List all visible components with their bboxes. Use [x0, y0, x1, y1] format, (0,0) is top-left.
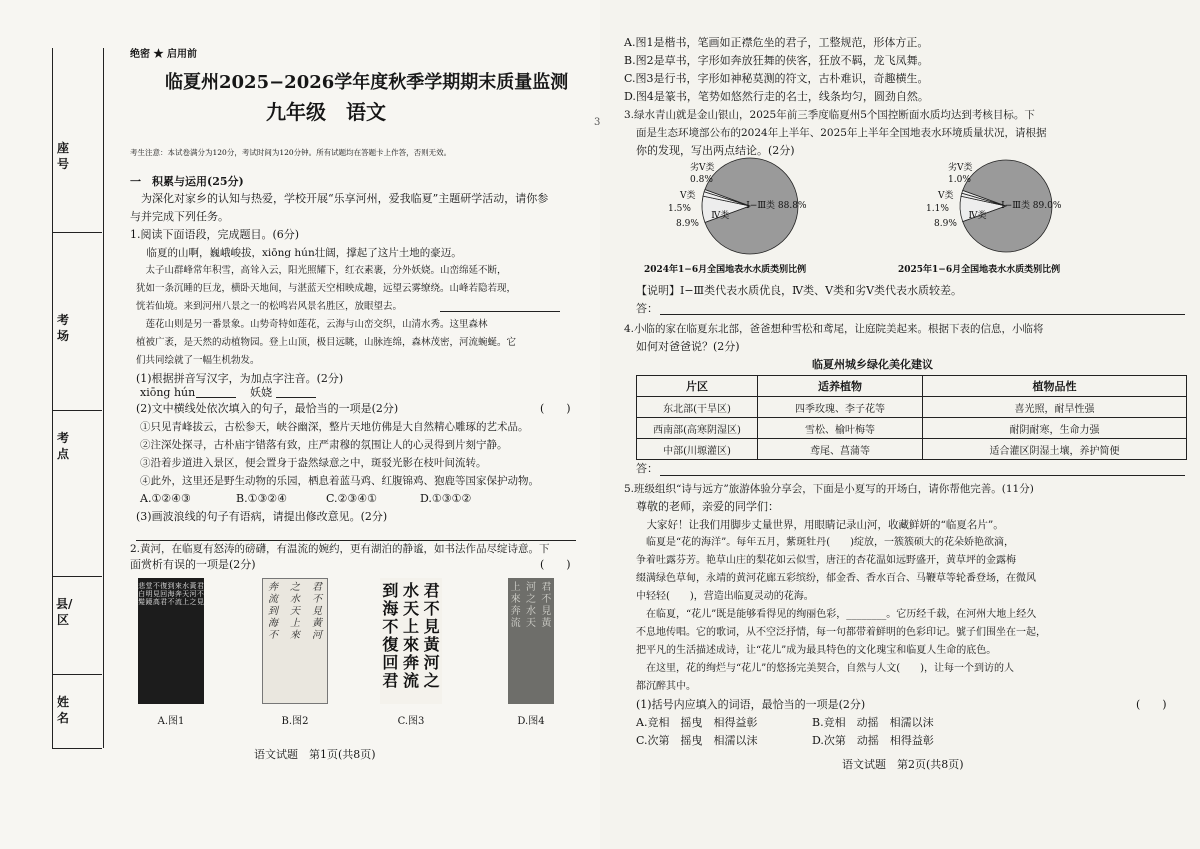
intro-line-1: 为深化对家乡的认知与热爱，学校开展“乐享河州，爱我临夏”主题研学活动，请你参: [130, 192, 549, 205]
calligraphy-column: 上來奔流: [510, 582, 521, 629]
calligraphy-column: 奔流到海不: [268, 582, 278, 641]
calligraphy-column: 之水天上來: [290, 582, 300, 641]
page-mark: 3: [594, 117, 601, 128]
calligraphy-figure-3: [380, 578, 442, 727]
q4-answer-line[interactable]: [660, 475, 1185, 476]
passage-line-5: 莲花山则是另一番景象。山势奇特如莲花，云海与山峦交织，山清水秀。这里森林: [136, 319, 488, 330]
seat-number-label: 座号: [56, 141, 69, 171]
q5-option-b[interactable]: B.竞相 动摇 相濡以沫: [812, 716, 934, 729]
q1-option-2: ②注深处探寻，古朴庙宇错落有致，庄严肃穆的氛围让人的心灵得到片刻宁静。: [140, 439, 508, 451]
calligraphy-figure-1: [138, 578, 204, 727]
pie-label-main: Ⅰ−Ⅲ类 88.8%: [746, 201, 807, 211]
table-title: 临夏州城乡绿化美化建议: [812, 358, 933, 371]
passage-line-6: 植被广袤，是天然的动植物园。登上山顶，极目远眺，山脉连绵，森林茂密，河流蜿蜒。它: [136, 337, 517, 348]
question-3-line-3: 你的发现，写出两点结论。(2分): [636, 144, 795, 157]
passage-line-2: 太子山群峰常年积雪，高耸入云，阳光照耀下，红衣素裹，分外妖娆。山峦绵延不断，: [136, 265, 507, 276]
calligraphy-column: 水天上來奔流: [403, 581, 420, 690]
intro-line-2: 与并完成下列任务。: [130, 210, 229, 223]
figure-3-caption: C.图3: [397, 716, 425, 727]
exam-room-box: [52, 232, 102, 411]
exam-room-label: 考场: [56, 313, 69, 343]
pie-label-v: Ⅴ类: [938, 191, 954, 201]
speech-line-3: 争着吐露芬芳。艳草山庄的梨花如云似雪，唐汪的杏花温如远野盛开，黄草坪的金露梅: [636, 555, 1016, 566]
exam-site-label: 考点: [56, 431, 69, 461]
question-4-line-1: 4.小临的家在临夏东北部，爸爸想种雪松和鸢尾，让庭院美起来。根据下表的信息，小临将: [624, 323, 1044, 335]
calligraphy-column: 復回君: [160, 582, 168, 606]
q1-option-1: ①只见青峰拔云，古松参天，峡谷幽深，整片天地仿佛是大自然精心雕琢的艺术品。: [140, 421, 529, 433]
page-2-footer: 语文试题 第2页(共8页): [842, 758, 964, 771]
page-1-footer: 语文试题 第1页(共8页): [254, 748, 376, 761]
question-1: 1.阅读下面语段，完成题目。(6分): [130, 228, 300, 241]
pinyin-prompt: xiōng hún: [140, 386, 196, 399]
q1-option-3: ③沿着步道进入景区，便会置身于盎然绿意之中，斑驳光影在枝叶间流转。: [140, 457, 487, 469]
passage-line-7: 们共同绘就了一幅生机勃发。: [136, 355, 260, 366]
calligraphy-column: 不見高: [152, 582, 160, 606]
table-cell: 鸢尾、菖蒲等: [758, 439, 923, 460]
fig4-text: [508, 578, 554, 704]
figure-4-caption: D.图4: [517, 716, 545, 727]
table-cell: 喜光照，耐旱性强: [923, 397, 1187, 418]
question-2-line-2: 面赏析有误的一项是(2分): [130, 558, 256, 571]
calligraphy-column: 水天上: [182, 582, 190, 606]
calligraphy-column: 黃河之: [189, 582, 197, 606]
pie-value-bad-v: 0.8%: [690, 175, 713, 185]
pie-label-bad-v: 劣Ⅴ类: [690, 163, 715, 173]
speech-line-1: 大家好！让我们用脚步丈量世界，用眼睛记录山河，收藏鲜妍的“临夏名片”。: [636, 519, 1004, 531]
question-2-line-1: 2.黄河，在临夏有怒涛的磅礴，有温流的婉约，更有湖泊的静谧，如书法作品尽绽诗意。下: [130, 543, 550, 555]
pie-label-bad-v: 劣Ⅴ类: [948, 163, 973, 173]
speech-line-7: 不息地传唱。它的歌词，从不空泛抒情，每一句都带着鲜明的色彩印记。號子们围坐在一起，: [636, 627, 1046, 638]
calligraphy-column: 君不見黃: [541, 582, 552, 629]
name-label: 姓名: [56, 695, 69, 725]
question-4-line-2: 如何对爸爸说？(2分): [636, 340, 740, 353]
fig1-text: [138, 578, 204, 704]
exam-subtitle: 九年级 语文: [266, 100, 386, 124]
section-1-heading: 一 积累与运用(25分): [130, 175, 244, 188]
table-cell: 四季玫瑰、李子花等: [758, 397, 923, 418]
figure-2-caption: B.图2: [281, 716, 309, 727]
passage-line-3: 犹如一条沉睡的巨龙，横卧天地间，与湛蓝天空相映成趣，远望云雾缭绕。山峰若隐若现，: [136, 283, 517, 294]
q1-choice-d[interactable]: D.①③①②: [420, 492, 472, 505]
pie-caption: 2025年1−6月全国地表水水质类别比例: [898, 265, 1061, 275]
q1-choice-b[interactable]: B.①③②④: [236, 492, 288, 505]
pie-value-iv: 8.9%: [934, 219, 957, 229]
question-1-1: (1)根据拼音写汉字，为加点字注音。(2分): [136, 372, 344, 385]
calligraphy-column: 悲白髮: [138, 582, 146, 606]
pie-label-main: Ⅰ−Ⅲ类 89.0%: [1001, 201, 1062, 211]
pie-label-iv: Ⅳ类: [711, 211, 730, 221]
pie-value-iv: 8.9%: [676, 219, 699, 229]
calligraphy-column: 河之水天: [526, 582, 536, 629]
q5-answer-parentheses[interactable]: ( ): [1136, 698, 1167, 711]
table-header: 适养植物: [758, 376, 923, 397]
q1-option-4: ④此外，这里还是野生动物的乐园，栖息着蓝马鸡、红腹锦鸡、狍鹿等国家保护动物。: [140, 475, 539, 487]
q4-answer-label: 答：: [636, 462, 658, 475]
table-header: 片区: [637, 376, 758, 397]
q2-option-a: A.图1是楷书，笔画如正襟危坐的君子，工整规范，形体方正。: [624, 36, 929, 49]
county-label: 县/区: [56, 597, 73, 627]
calligraphy-figure-4: [508, 578, 554, 727]
exam-site-box: [52, 410, 102, 577]
table-header: 植物品性: [923, 376, 1187, 397]
speech-line-10: 都沉醉其中。: [636, 681, 696, 692]
pie-value-v: 1.5%: [668, 204, 691, 214]
fig2-text: [262, 578, 328, 704]
table-row: [637, 439, 1187, 460]
question-5: 5.班级组织“诗与远方”旅游体验分享会，下面是小夏写的开场白，请你帮他完善。(11分): [624, 483, 1034, 495]
passage-line-4: 恍若仙境。来到河州八景之一的松鸣岩风景名胜区，放眼望去。: [136, 301, 403, 312]
answer-blank[interactable]: [440, 311, 560, 312]
word-answer-blank[interactable]: [276, 397, 316, 398]
q1-choice-a[interactable]: A.①②④③: [140, 492, 191, 505]
q5-option-c[interactable]: C.次第 摇曳 相濡以沫: [636, 734, 758, 747]
table-row: [637, 418, 1187, 439]
greeting: 尊敬的老师，亲爱的同学们：: [636, 500, 779, 513]
pie-label-iv: Ⅳ类: [968, 211, 987, 221]
calligraphy-column: 堂明鏡: [145, 582, 153, 606]
calligraphy-column: 君不見黃河之: [423, 581, 440, 690]
table-cell: 耐阴耐寒，生命力强: [923, 418, 1187, 439]
question-1-2: (2)文中横线处依次填入的句子，最恰当的一项是(2分): [136, 402, 399, 415]
figure-1-caption: A.图1: [157, 716, 185, 727]
seat-number-box: [52, 48, 102, 233]
speech-line-8: 把平凡的生活描述成诗，让“花儿”成为最具特色的文化瑰宝和临夏人生命的底色。: [636, 645, 997, 656]
answer-parentheses[interactable]: ( ): [540, 402, 571, 415]
table-cell: 雪松、榆叶梅等: [758, 418, 923, 439]
calligraphy-column: 君不見黃河: [312, 582, 322, 641]
table-header-row: [637, 376, 1187, 397]
pie-caption: 2024年1−6月全国地表水水质类别比例: [644, 265, 807, 275]
q3-answer-label: 答：: [636, 302, 658, 315]
calligraphy-column: 君不見: [196, 582, 204, 606]
calligraphy-column: 到海不: [167, 582, 175, 606]
speech-line-2: 临夏是“花的海洋”。每年五月，紫斑牡丹( )绽放，一簇簇硕大的花朵娇艳欲滴，: [636, 537, 1015, 548]
calligraphy-column: 到海不復回君: [382, 581, 399, 690]
fig3-text: [380, 578, 442, 704]
calligraphy-figure-2: [262, 578, 328, 727]
county-box: [52, 576, 102, 675]
greening-suggestion-table: [636, 375, 1187, 460]
q3-answer-line[interactable]: [660, 314, 1185, 315]
water-quality-pie-charts: [600, 150, 1200, 300]
speech-line-9: 在这里，花的绚烂与“花儿”的悠扬完美契合，自然与人文( )，让每一个到访的人: [636, 663, 1015, 674]
revision-answer-line[interactable]: [136, 540, 576, 541]
q1-choice-c[interactable]: C.②③④①: [326, 492, 377, 505]
table-cell: 东北部(干旱区): [637, 397, 758, 418]
table-cell: 适合灌区阴湿土壤，养护简便: [923, 439, 1187, 460]
table-cell: 中部(川塬灌区): [637, 439, 758, 460]
pie-label-v: Ⅴ类: [680, 191, 696, 201]
question-5-1: (1)括号内应填入的词语，最恰当的一项是(2分): [636, 698, 866, 711]
question-3-line-1: 3.绿水青山就是金山银山，2025年前三季度临夏州5个国控断面水质均达到考核目标。下: [624, 109, 1035, 121]
pie-value-v: 1.1%: [926, 204, 949, 214]
name-box: [52, 674, 102, 749]
speech-line-4: 缀满绿色草甸，永靖的黄河花廊五彩缤纷，郁金香、香水百合、马鞭草等轮番登场，在微风: [636, 573, 1036, 584]
exam-title: 临夏州2025−2026学年度秋季学期期末质量监测: [165, 72, 569, 93]
confidential-mark: 绝密 ★ 启用前: [130, 49, 197, 60]
table-cell: 西南部(高寒阴湿区): [637, 418, 758, 439]
pinyin-answer-blank[interactable]: [196, 397, 236, 398]
question-3-line-2: 面是生态环境部公布的2024年上半年、2025年上半年全国地表水环境质量状况，请根据: [636, 127, 1047, 139]
speech-line-5: 中轻轻( )，营造出临夏灵动的花海。: [636, 591, 814, 602]
word-prompt: 妖娆: [250, 386, 272, 399]
q2-option-c: C.图3是行书，字形如神秘莫测的符文，古朴难识，奇趣横生。: [624, 72, 929, 85]
table-row: [637, 397, 1187, 418]
calligraphy-column: 來奔流: [174, 582, 182, 606]
note-text: 【说明】Ⅰ−Ⅲ类代表水质优良，Ⅳ类、Ⅴ类和劣Ⅴ类代表水质较差。: [636, 284, 963, 297]
speech-line-6: 在临夏，“花儿”既是能够看得见的绚丽色彩，________。它历经千载，在河州大地上经久: [636, 609, 1037, 620]
question-1-3: (3)画波浪线的句子有语病，请提出修改意见。(2分): [136, 510, 388, 523]
passage-line-1: 临夏的山啊，巍峨峻拔，xiōng hún壮阔，撑起了这片土地的豪迈。: [136, 247, 462, 259]
q2-answer-parentheses[interactable]: ( ): [540, 558, 571, 571]
q2-option-d: D.图4是篆书，笔势如悠然行走的名士，线条均匀，圆劲自然。: [624, 90, 929, 103]
q2-option-b: B.图2是草书，字形如奔放狂舞的侠客，狂放不羁，龙飞凤舞。: [624, 54, 929, 67]
q5-option-a[interactable]: A.竞相 摇曳 相得益彰: [636, 716, 758, 729]
exam-notice: 考生注意：本试卷满分为120分，考试时间为120分钟。所有试题均在答题卡上作答，否则无效。: [130, 148, 452, 157]
pie-value-bad-v: 1.0%: [948, 175, 971, 185]
q5-option-d[interactable]: D.次第 动摇 相得益彰: [812, 734, 934, 747]
